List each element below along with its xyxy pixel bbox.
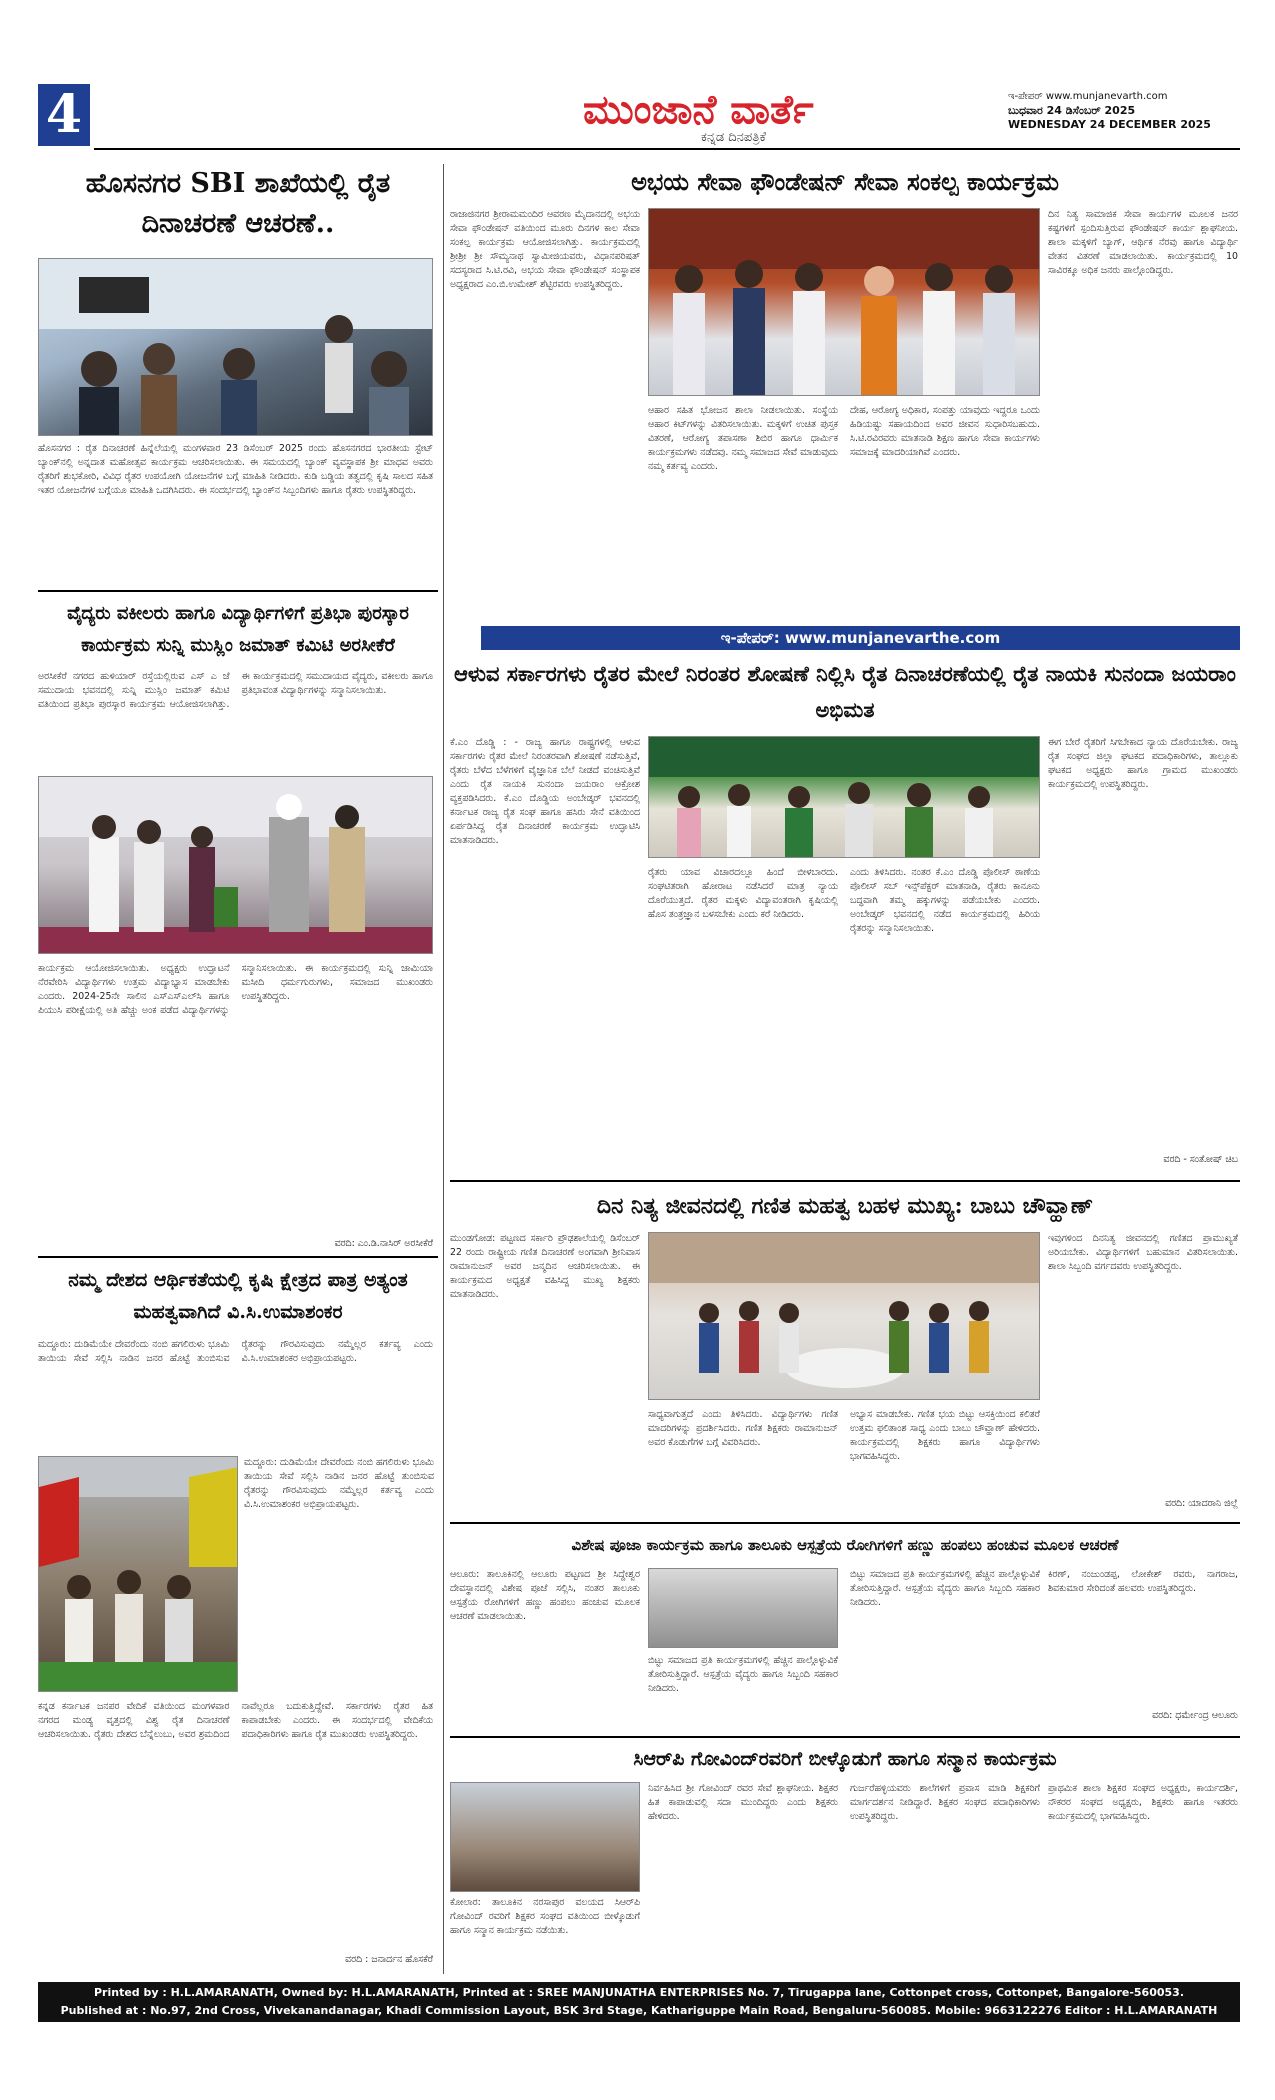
pooja-byline: ವರದಿ: ಧರ್ಮೇಂದ್ರ ಆಲೂರು xyxy=(1152,1710,1238,1721)
krishi-headline: ನಮ್ಮ ದೇಶದ ಆರ್ಥಿಕತೆಯಲ್ಲಿ ಕೃಷಿ ಕ್ಷೇತ್ರದ ಪಾತ್ರ ಅತ್ಯಂತ ಮಹತ್ವವಾಗಿದೆ ವಿ.ಸಿ.ಉಮಾಶಂಕರ xyxy=(68,1269,408,1323)
sbi-photo xyxy=(38,258,433,436)
column-divider xyxy=(443,164,444,1974)
ganitha-photo xyxy=(648,1232,1040,1400)
abhaya-col3: ದೇಹ, ಆರೋಗ್ಯ ಅಧಿಕಾರ, ಸಂಪತ್ತು ಯಾವುದು ಇದ್ದರೂ ಒಂದು ಹಿಡಿಯಷ್ಟು ಸಹಾಯದಿಂದ ಅವರ ಜೀವನ ಸುಧಾರಿಸಬಹುದು. ಸಿ.ಟಿ.ರವಿರವರು ಮಾತನಾಡಿ ಶಿಕ್ಷಣ ಹಾಗೂ ಸೇವಾ ಕಾರ್ಯಗಳು ಸಮಾಜಕ್ಕೆ ಮಾದರಿಯಾಗಿವೆ ಎಂದರು. xyxy=(850,405,1040,458)
divider xyxy=(38,590,438,592)
aluva-col4: ಈಗ ಬೇರೆ ರೈತರಿಗೆ ಸಿಗಬೇಕಾದ ನ್ಯಾಯ ದೊರೆಯಬೇಕು. ರಾಜ್ಯ ರೈತ ಸಂಘದ ಜಿಲ್ಲಾ ಘಟಕದ ಪದಾಧಿಕಾರಿಗಳು, ತಾಲ್ಲೂಕು ಘಟಕದ ಅಧ್ಯಕ್ಷರು ಹಾಗೂ ಗ್ರಾಮದ ಮುಖಂಡರು ಕಾರ್ಯಕ್ರಮದಲ್ಲಿ ಉಪಸ್ಥಿತರಿದ್ದರು. xyxy=(1048,737,1238,790)
pooja-col3: ಕಿರಣ್, ನಂಜುಂಡಪ್ಪ, ಲೋಕೇಶ್ ರವರು, ನಾಗರಾಜ, ಶಿವಕುಮಾರ ಸೇರಿದಂತೆ ಹಲವರು ಉಪಸ್ಥಿತರಿದ್ದರು. xyxy=(1048,1569,1238,1594)
imprint-line-2: Published at : No.97, 2nd Cross, Vivekanandanagar, Khadi Commission Layout, BSK 3rd Stage, Kathariguppe Main Road, Bengaluru-560085. Mobile: 9663122276 Editor : H.L.AMARANATH xyxy=(60,2004,1218,2017)
ganitha-photo-scene xyxy=(649,1233,1040,1400)
masthead-info xyxy=(1008,90,1240,132)
prathibha-byline: ವರದಿ: ಎಂ.ಡಿ.ನಾಸಿರ್ ಅರಸೀಕೆರೆ xyxy=(334,1238,433,1249)
paper-logo xyxy=(583,86,873,144)
govind-col3: ಗುರ್ಜರೆಹಳ್ಳಿಯವರು ಶಾಲೆಗಳಿಗೆ ಪ್ರವಾಸ ಮಾಡಿ ಶಿಕ್ಷಕರಿಗೆ ಮಾರ್ಗದರ್ಶನ ನೀಡಿದ್ದಾರೆ. ಶಿಕ್ಷಕರ ಸಂಘದ ಪದಾಧಿಕಾರಿಗಳು ಉಪಸ್ಥಿತರಿದ್ದರು. xyxy=(850,1783,1040,1822)
prathibha-photo-scene xyxy=(39,777,433,954)
divider xyxy=(38,1256,438,1258)
article-abhaya xyxy=(450,164,1240,620)
abhaya-photo xyxy=(648,208,1040,396)
article-ganitha xyxy=(450,1188,1240,1518)
article-prathibha xyxy=(38,598,438,1358)
page-number: 4 xyxy=(38,84,90,146)
divider xyxy=(450,1522,1240,1524)
prathibha-headline: ವೈದ್ಯರು ವಕೀಲರು ಹಾಗೂ ವಿದ್ಯಾರ್ಥಿಗಳಿಗೆ ಪ್ರತಿಭಾ ಪುರಸ್ಕಾರ ಕಾರ್ಯಕ್ರಮ ಸುನ್ನಿ ಮುಸ್ಲಿಂ ಜಮಾತ್ ಕಮಿಟಿ ಅರಸೀಕೆರೆ xyxy=(67,603,409,656)
pooja-col2a: ಬಿಟ್ಟು ಸಮಾಜದ ಪ್ರತಿ ಕಾರ್ಯಕ್ರಮಗಳಲ್ಲಿ ಹೆಚ್ಚಿನ ಪಾಲ್ಗೊಳ್ಳುವಿಕೆ ತೋರಿಸುತ್ತಿದ್ದಾರೆ. ಆಸ್ಪತ್ರೆಯ ವೈದ್ಯರು ಹಾಗೂ ಸಿಬ್ಬಂದಿ ಸಹಕಾರ ನೀಡಿದರು. xyxy=(648,1655,838,1694)
paper-name: ಮುಂಜಾನೆ ವಾರ್ತೆ xyxy=(583,86,814,133)
pooja-photo-1 xyxy=(648,1568,838,1648)
abhaya-col4: ದಿನ ನಿತ್ಯ ಸಾಮಾಜಿಕ ಸೇವಾ ಕಾರ್ಯಗಳ ಮೂಲಕ ಜನರ ಕಷ್ಟಗಳಿಗೆ ಸ್ಪಂದಿಸುತ್ತಿರುವ ಫೌಂಡೇಷನ್ ಕಾರ್ಯ ಶ್ಲಾಘನೀಯ. ಶಾಲಾ ಮಕ್ಕಳಿಗೆ ಬ್ಯಾಗ್, ಆರ್ಥಿಕ ನೆರವು ಹಾಗೂ ವಿದ್ಯಾರ್ಥಿ ವೇತನ ವಿತರಣೆ ಮಾಡಲಾಯಿತು. ಕಾರ್ಯಕ್ರಮದಲ್ಲಿ 10 ಸಾವಿರಕ್ಕೂ ಅಧಿಕ ಜನರು ಪಾಲ್ಗೊಂಡಿದ್ದರು. xyxy=(1048,209,1238,276)
krishi-photo-scene xyxy=(39,1457,238,1692)
govind-col2: ನಿರ್ವಹಿಸಿದ ಶ್ರೀ ಗೋವಿಂದ್ ರವರ ಸೇವೆ ಶ್ಲಾಘನೀಯ. ಶಿಕ್ಷಕರ ಹಿತ ಕಾಪಾಡುವಲ್ಲಿ ಸದಾ ಮುಂದಿದ್ದರು ಎಂದು ಶಿಕ್ಷಕರು ಹೇಳಿದರು. xyxy=(648,1783,838,1822)
pooja-col1: ಆಲೂರು: ತಾಲೂಕಿನಲ್ಲಿ ಆಲೂರು ಪಟ್ಟಣದ ಶ್ರೀ ಸಿದ್ದೇಶ್ವರ ದೇವಸ್ಥಾನದಲ್ಲಿ ವಿಶೇಷ ಪೂಜೆ ಸಲ್ಲಿಸಿ, ನಂತರ ತಾಲೂಕು ಆಸ್ಪತ್ರೆಯ ರೋಗಿಗಳಿಗೆ ಹಣ್ಣು ಹಂಪಲು ಹಂಚುವ ಮೂಲಕ ಆಚರಣೆ ಮಾಡಲಾಯಿತು. xyxy=(450,1569,640,1622)
article-govind xyxy=(450,1744,1240,1976)
aluva-headline: ಆಳುವ ಸರ್ಕಾರಗಳು ರೈತರ ಮೇಲೆ ನಿರಂತರ ಶೋಷಣೆ ನಿಲ್ಲಿಸಿ ರೈತ ದಿನಾಚರಣೆಯಲ್ಲಿ ರೈತ ನಾಯಕಿ ಸುನಂದಾ ಜಯರಾಂ ಅಭಿಮತ xyxy=(454,661,1236,722)
epaper-band[interactable]: ಇ-ಪೇಪರ್: www.munjanevarthe.com xyxy=(481,626,1240,650)
ganitha-col4: ಇವುಗಳಿಂದ ದಿನನಿತ್ಯ ಜೀವನದಲ್ಲಿ ಗಣಿತದ ಪ್ರಾಮುಖ್ಯತೆ ಅರಿಯಬೇಕು. ವಿದ್ಯಾರ್ಥಿಗಳಿಗೆ ಬಹುಮಾನ ವಿತರಿಸಲಾಯಿತು. ಶಾಲಾ ಸಿಬ್ಬಂದಿ ವರ್ಗದವರು ಉಪಸ್ಥಿತರಿದ್ದರು. xyxy=(1048,1233,1238,1272)
govind-headline: ಸಿಆರ್‌ಪಿ ಗೋವಿಂದ್‌ರವರಿಗೆ ಬೀಳ್ಕೊಡುಗೆ ಹಾಗೂ ಸನ್ಮಾನ ಕಾರ್ಯಕ್ರಮ xyxy=(633,1748,1057,1770)
sbi-headline: ಹೊಸನಗರ SBI ಶಾಖೆಯಲ್ಲಿ ರೈತ ದಿನಾಚರಣೆ ಆಚರಣೆ.. xyxy=(85,168,391,239)
aluva-photo xyxy=(648,736,1040,858)
prathibha-photo xyxy=(38,776,433,954)
krishi-body: ಕನ್ನಡ ಕರ್ನಾಟಕ ಜನಪರ ವೇದಿಕೆ ವತಿಯಿಂದ ಮಂಗಳವಾರ ನಗರದ ಮಂಡ್ಯ ವೃತ್ತದಲ್ಲಿ ವಿಶ್ವ ರೈತ ದಿನಾಚರಣೆ ಆಚರಿಸಲಾಯಿತು. ರೈತರು ದೇಶದ ಬೆನ್ನೆಲುಬು, ಅವರ ಶ್ರಮದಿಂದ ನಾವೆಲ್ಲರೂ ಬದುಕುತ್ತಿದ್ದೇವೆ. ಸರ್ಕಾರಗಳು ರೈತರ ಹಿತ ಕಾಪಾಡಬೇಕು ಎಂದರು. ಈ ಸಂದರ್ಭದಲ್ಲಿ ವೇದಿಕೆಯ ಪದಾಧಿಕಾರಿಗಳು ಹಾಗೂ ರೈತ ಮುಖಂಡರು ಉಪಸ್ಥಿತರಿದ್ದರು. xyxy=(38,1701,433,1740)
abhaya-headline: ಅಭಯ ಸೇವಾ ಫೌಂಡೇಷನ್ ಸೇವಾ ಸಂಕಲ್ಪ ಕಾರ್ಯಕ್ರಮ xyxy=(631,167,1059,196)
abhaya-col1: ರಾಜಾಜಿನಗರ ಶ್ರೀರಾಮಮಂದಿರ ಆವರಣ ಮೈದಾನದಲ್ಲಿ ಅಭಯ ಸೇವಾ ಫೌಂಡೇಷನ್ ವತಿಯಿಂದ ಮೂರು ದಿನಗಳ ಕಾಲ ಸೇವಾ ಸಂಕಲ್ಪ ಕಾರ್ಯಕ್ರಮ ಆಯೋಜಿಸಲಾಗಿತ್ತು. ಕಾರ್ಯಕ್ರಮದಲ್ಲಿ ಶ್ರೀಶ್ರೀ ಶ್ರೀ ಸೌಮ್ಯನಾಥ ಸ್ವಾಮೀಜಿಯವರು, ವಿಧಾನಪರಿಷತ್ ಸದಸ್ಯರಾದ ಸಿ.ಟಿ.ರವಿ, ಅಭಯ ಸೇವಾ ಫೌಂಡೇಷನ್ ಸಂಸ್ಥಾಪಕ ಅಧ್ಯಕ್ಷರಾದ ಎಂ.ಬಿ.ಉಮೇಶ್ ಶೆಟ್ಟಿರವರು ಉಪಸ್ಥಿತರಿದ್ದರು. xyxy=(450,209,640,290)
ganitha-headline: ದಿನ ನಿತ್ಯ ಜೀವನದಲ್ಲಿ ಗಣಿತ ಮಹತ್ವ ಬಹಳ ಮುಖ್ಯ: ಬಾಬು ಚೌವ್ಹಾಣ್ xyxy=(596,1193,1094,1219)
govind-photo xyxy=(450,1782,640,1892)
ganitha-col2: ಸಾಧ್ಯವಾಗುತ್ತದೆ ಎಂದು ತಿಳಿಸಿದರು. ವಿದ್ಯಾರ್ಥಿಗಳು ಗಣಿತ ಮಾದರಿಗಳನ್ನು ಪ್ರದರ್ಶಿಸಿದರು. ಗಣಿತ ಶಿಕ್ಷಕರು ರಾಮಾನುಜನ್ ಅವರ ಕೊಡುಗೆಗಳ ಬಗ್ಗೆ ವಿವರಿಸಿದರು. xyxy=(648,1409,838,1448)
aluva-col1: ಕೆ.ಎಂ ದೊಡ್ಡಿ : - ರಾಜ್ಯ ಹಾಗೂ ರಾಷ್ಟ್ರಗಳಲ್ಲಿ ಆಳುವ ಸರ್ಕಾರಗಳು ರೈತರ ಮೇಲೆ ನಿರಂತರವಾಗಿ ಶೋಷಣೆ ನಡೆಸುತ್ತಿವೆ, ರೈತರು ಬೆಳೆದ ಬೆಳೆಗಳಿಗೆ ವೈಜ್ಞಾನಿಕ ಬೆಲೆ ನೀಡದೆ ವಂಚಿಸುತ್ತಿವೆ ಎಂದು ರೈತ ನಾಯಕಿ ಸುನಂದಾ ಜಯರಾಂ ಆಕ್ರೋಶ ವ್ಯಕ್ತಪಡಿಸಿದರು. ಕೆ.ಎಂ ದೊಡ್ಡಿಯ ಅಂಬೇಡ್ಕರ್ ಭವನದಲ್ಲಿ ಕರ್ನಾಟಕ ರಾಜ್ಯ ರೈತ ಸಂಘ ಹಾಗೂ ಹಸಿರು ಸೇನೆ ವತಿಯಿಂದ ಏರ್ಪಡಿಸಿದ್ದ ರೈತ ದಿನಾಚರಣೆ ಕಾರ್ಯಕ್ರಮ ಉದ್ಘಾಟಿಸಿ ಮಾತನಾಡಿದರು. xyxy=(450,737,640,846)
article-krishi xyxy=(38,1264,438,1974)
govind-col4: ಪ್ರಾಥಮಿಕ ಶಾಲಾ ಶಿಕ್ಷಕರ ಸಂಘದ ಅಧ್ಯಕ್ಷರು, ಕಾರ್ಯದರ್ಶಿ, ನೌಕರರ ಸಂಘದ ಅಧ್ಯಕ್ಷರು, ಶಿಕ್ಷಕರು ಹಾಗೂ ಇತರರು ಕಾರ್ಯಕ್ರಮದಲ್ಲಿ ಭಾಗವಹಿಸಿದ್ದರು. xyxy=(1048,1783,1238,1822)
ganitha-byline: ವರದಿ: ಯಾದರಾನಿ ಜಿಲ್ಲೆ xyxy=(1165,1498,1238,1509)
aluva-photo-scene xyxy=(649,737,1040,858)
ganitha-col1: ಮುಂಡಗೋಡ: ಪಟ್ಟಣದ ಸರ್ಕಾರಿ ಪ್ರೌಢಶಾಲೆಯಲ್ಲಿ ಡಿಸೆಂಬರ್ 22 ರಂದು ರಾಷ್ಟ್ರೀಯ ಗಣಿತ ದಿನಾಚರಣೆ ಅಂಗವಾಗಿ ಶ್ರೀನಿವಾಸ ರಾಮಾನುಜನ್ ಅವರ ಜನ್ಮದಿನ ಆಚರಿಸಲಾಯಿತು. ಈ ಕಾರ್ಯಕ್ರಮದ ಅಧ್ಯಕ್ಷತೆ ವಹಿಸಿದ್ದ ಮುಖ್ಯ ಶಿಕ್ಷಕರು ಮಾತನಾಡಿದರು. xyxy=(450,1233,640,1300)
paper-tagline: ಕನ್ನಡ ದಿನಪತ್ರಿಕೆ xyxy=(701,130,767,145)
ganitha-col3: ಅಭ್ಯಾಸ ಮಾಡಬೇಕು. ಗಣಿತ ಭಯ ಬಿಟ್ಟು ಆಸಕ್ತಿಯಿಂದ ಕಲಿತರೆ ಉತ್ತಮ ಫಲಿತಾಂಶ ಸಾಧ್ಯ ಎಂದು ಬಾಬು ಚೌವ್ಹಾಣ್ ಹೇಳಿದರು. ಕಾರ್ಯಕ್ರಮದಲ್ಲಿ ಶಿಕ್ಷಕರು ಹಾಗೂ ವಿದ್ಯಾರ್ಥಿಗಳು ಭಾಗವಹಿಸಿದ್ದರು. xyxy=(850,1409,1040,1462)
krishi-byline: ವರದಿ : ಜನಾರ್ದನ ಹೊಸಕೆರೆ xyxy=(345,1954,433,1965)
aluva-byline: ವರದಿ - ಸಂತೋಷ್ ಚಿಬ xyxy=(1163,1154,1238,1165)
divider xyxy=(450,1180,1240,1182)
abhaya-col2: ಆಹಾರ ಸಹಿತ ಭೋಜನ ಶಾಲಾ ನೀಡಲಾಯಿತು. ಸಂಸ್ಥೆಯ ಆಹಾರ ಕಿಟ್‌ಗಳನ್ನು ವಿತರಿಸಲಾಯಿತು. ಮಕ್ಕಳಿಗೆ ಉಚಿತ ಪುಸ್ತಕ ವಿತರಣೆ, ಆರೋಗ್ಯ ತಪಾಸಣಾ ಶಿಬಿರ ಹಾಗೂ ಧಾರ್ಮಿಕ ಕಾರ್ಯಕ್ರಮಗಳು ನಡೆದವು. ನಮ್ಮ ಸಮಾಜದ ಸೇವೆ ಮಾಡುವುದು ನಮ್ಮ ಕರ್ತವ್ಯ ಎಂದರು. xyxy=(648,405,838,472)
aluva-col3: ಎಂದು ತಿಳಿಸಿದರು. ನಂತರ ಕೆ.ಎಂ ದೊಡ್ಡಿ ಪೊಲೀಸ್ ಠಾಣೆಯ ಪೊಲೀಸ್ ಸಬ್ ಇನ್ಸ್‌ಪೆಕ್ಟರ್ ಮಾತನಾಡಿ, ರೈತರು ಕಾನೂನು ಬದ್ಧವಾಗಿ ತಮ್ಮ ಹಕ್ಕುಗಳನ್ನು ಪಡೆಯಬೇಕು ಎಂದರು. ಅಂಬೇಡ್ಕರ್ ಭವನದಲ್ಲಿ ನಡೆದ ಕಾರ್ಯಕ್ರಮದಲ್ಲಿ ಹಿರಿಯ ರೈತರನ್ನು ಸನ್ಮಾನಿಸಲಾಯಿತು. xyxy=(850,867,1040,934)
sbi-photo-scene xyxy=(39,259,433,436)
article-pooja xyxy=(450,1530,1240,1730)
aluva-col2: ರೈತರು ಯಾವ ವಿಚಾರದಲ್ಲೂ ಹಿಂದೆ ಬೀಳಬಾರದು. ಸಂಘಟಿತರಾಗಿ ಹೋರಾಟ ನಡೆಸಿದರೆ ಮಾತ್ರ ನ್ಯಾಯ ದೊರೆಯುತ್ತದೆ. ರೈತರ ಮಕ್ಕಳು ವಿದ್ಯಾವಂತರಾಗಿ ಕೃಷಿಯಲ್ಲಿ ಹೊಸ ತಂತ್ರಜ್ಞಾನ ಬಳಸಬೇಕು ಎಂದು ಕರೆ ನೀಡಿದರು. xyxy=(648,867,838,920)
govind-col1: ಕೋಲಾರ: ತಾಲೂಕಿನ ನರಸಾಪುರ ವಲಯದ ಸಿಆರ್‌ಪಿ ಗೋವಿಂದ್ ರವರಿಗೆ ಶಿಕ್ಷಕರ ಸಂಘದ ವತಿಯಿಂದ ಬೀಳ್ಕೊಡುಗೆ ಹಾಗೂ ಸನ್ಮಾನ ಕಾರ್ಯಕ್ರಮ ನಡೆಯಿತು. xyxy=(450,1897,640,1936)
krishi-side: ಮದ್ದೂರು: ದುಡಿಮೆಯೇ ದೇವರೆಂದು ನಂಬಿ ಹಗಲಿರುಳು ಭೂಮಿ ತಾಯಿಯ ಸೇವೆ ಸಲ್ಲಿಸಿ ನಾಡಿನ ಜನರ ಹೊಟ್ಟೆ ತುಂಬಿಸುವ ರೈತರನ್ನು ಗೌರವಿಸುವುದು ನಮ್ಮೆಲ್ಲರ ಕರ್ತವ್ಯ ಎಂದು ವಿ.ಸಿ.ಉಮಾಶಂಕರ ಅಭಿಪ್ರಾಯಪಟ್ಟರು. xyxy=(244,1457,434,1510)
imprint-footer xyxy=(38,1982,1240,2022)
krishi-photo xyxy=(38,1456,238,1692)
pooja-headline: ವಿಶೇಷ ಪೂಜಾ ಕಾರ್ಯಕ್ರಮ ಹಾಗೂ ತಾಲೂಕು ಆಸ್ಪತ್ರೆಯ ರೋಗಿಗಳಿಗೆ ಹಣ್ಣು ಹಂಪಲು ಹಂಚುವ ಮೂಲಕ ಆಚರಣೆ xyxy=(571,1536,1119,1554)
abhaya-photo-scene xyxy=(649,209,1040,396)
website[interactable]: ಇ-ಪೇಪರ್ www.munjanevarth.com xyxy=(1008,91,1168,102)
imprint-line-1: Printed by : H.L.AMARANATH, Owned by: H.L.AMARANATH, Printed at : SREE MANJUNATHA ENTERPRISES No. 7, Tirugappa lane, Cottonpet cross, Cottonpet, Bangalore-560053. xyxy=(93,1986,1184,1999)
krishi-intro: ಮದ್ದೂರು: ದುಡಿಮೆಯೇ ದೇವರೆಂದು ನಂಬಿ ಹಗಲಿರುಳು ಭೂಮಿ ತಾಯಿಯ ಸೇವೆ ಸಲ್ಲಿಸಿ ನಾಡಿನ ಜನರ ಹೊಟ್ಟೆ ತುಂಬಿಸುವ ರೈತರನ್ನು ಗೌರವಿಸುವುದು ನಮ್ಮೆಲ್ಲರ ಕರ್ತವ್ಯ ಎಂದು ವಿ.ಸಿ.ಉಮಾಶಂಕರ ಅಭಿಪ್ರಾಯಪಟ್ಟರು. xyxy=(38,1339,433,1364)
sbi-caption: ಹೊಸನಗರ : ರೈತ ದಿನಾಚರಣೆ ಹಿನ್ನೆಲೆಯಲ್ಲಿ ಮಂಗಳವಾರ 23 ಡಿಸೆಂಬರ್ 2025 ರಂದು ಹೊಸನಗರದ ಭಾರತೀಯ ಸ್ಟೇಟ್ ಬ್ಯಾಂಕ್‌ನಲ್ಲಿ ಅನ್ನದಾತ ಮಹೋತ್ಸವ ಕಾರ್ಯಕ್ರಮ ಆಚರಿಸಲಾಯಿತು. ಈ ಸಮಯದಲ್ಲಿ ಬ್ಯಾಂಕ್ ವ್ಯವಸ್ಥಾಪಕ ಶ್ರೀ ಮಾಧವ ಅವರು ರೈತರಿಗೆ ಶುಭಕೋರಿ, ವಿವಿಧ ರೈತರ ಉಪಯೋಗಿ ಯೋಜನೆಗಳ ಬಗ್ಗೆ ಮಾಹಿತಿ ನೀಡಿದರು. ಕುಡಿ ಬಡ್ಡಿಯ ತತ್ವದಲ್ಲಿ ಕೃಷಿ ಸಾಲದ ಸಹಿತ ಇತರ ಯೋಜನೆಗಳ ಬಗ್ಗೆಯೂ ಮಾಹಿತಿ ಒದಗಿಸಿದರು. ಈ ಸಂದರ್ಭದಲ್ಲಿ ಬ್ಯಾಂಕ್‌ನ ಸಿಬ್ಬಂದಿಗಳು ಹಾಗೂ ರೈತರು ಉಪಸ್ಥಿತರಿದ್ದರು. xyxy=(38,443,433,496)
prathibha-intro: ಅರಸೀಕೆರೆ ನಗರದ ಹುಳಿಯಾರ್ ರಸ್ತೆಯಲ್ಲಿರುವ ಎಸ್ ಎ ಜೆ ಸಮುದಾಯ ಭವನದಲ್ಲಿ ಸುನ್ನಿ ಮುಸ್ಲಿಂ ಜಮಾತ್ ಕಮಿಟಿ ವತಿಯಿಂದ ಪ್ರತಿಭಾ ಪುರಸ್ಕಾರ ಕಾರ್ಯಕ್ರಮ ಆಯೋಜಿಸಲಾಗಿತ್ತು. ಈ ಕಾರ್ಯಕ್ರಮದಲ್ಲಿ ಸಮುದಾಯದ ವೈದ್ಯರು, ವಕೀಲರು ಹಾಗೂ ಪ್ರತಿಭಾವಂತ ವಿದ್ಯಾರ್ಥಿಗಳನ್ನು ಸನ್ಮಾನಿಸಲಾಯಿತು. xyxy=(38,671,433,710)
date-kannada: ಬುಧವಾರ 24 ಡಿಸೆಂಬರ್ 2025 xyxy=(1008,104,1136,117)
article-aluva xyxy=(450,656,1240,1176)
date-english: WEDNESDAY 24 DECEMBER 2025 xyxy=(1008,118,1211,131)
divider xyxy=(450,1736,1240,1738)
masthead-divider xyxy=(94,148,1240,150)
prathibha-body: ಕಾರ್ಯಕ್ರಮ ಆಯೋಜಿಸಲಾಯಿತು. ಅಧ್ಯಕ್ಷರು ಉದ್ಘಾಟನೆ ನೆರವೇರಿಸಿ ವಿದ್ಯಾರ್ಥಿಗಳು ಉತ್ತಮ ವಿದ್ಯಾಭ್ಯಾಸ ಮಾಡಬೇಕು ಎಂದರು. 2024-25ನೇ ಸಾಲಿನ ಎಸ್‌ಎಸ್‌ಎಲ್‌ಸಿ ಹಾಗೂ ಪಿಯುಸಿ ಪರೀಕ್ಷೆಯಲ್ಲಿ ಅತಿ ಹೆಚ್ಚು ಅಂಕ ಪಡೆದ ವಿದ್ಯಾರ್ಥಿಗಳನ್ನು ಸನ್ಮಾನಿಸಲಾಯಿತು. ಈ ಕಾರ್ಯಕ್ರಮದಲ್ಲಿ ಸುನ್ನಿ ಜಾಮಿಯಾ ಮಸೀದಿ ಧರ್ಮಗುರುಗಳು, ಸಮಾಜದ ಮುಖಂಡರು ಉಪಸ್ಥಿತರಿದ್ದರು. xyxy=(38,963,433,1016)
article-sbi xyxy=(38,164,438,584)
newspaper-page xyxy=(38,84,1240,2024)
pooja-col2: ಬಿಟ್ಟು ಸಮಾಜದ ಪ್ರತಿ ಕಾರ್ಯಕ್ರಮಗಳಲ್ಲಿ ಹೆಚ್ಚಿನ ಪಾಲ್ಗೊಳ್ಳುವಿಕೆ ತೋರಿಸುತ್ತಿದ್ದಾರೆ. ಆಸ್ಪತ್ರೆಯ ವೈದ್ಯರು ಹಾಗೂ ಸಿಬ್ಬಂದಿ ಸಹಕಾರ ನೀಡಿದರು. xyxy=(850,1569,1040,1608)
